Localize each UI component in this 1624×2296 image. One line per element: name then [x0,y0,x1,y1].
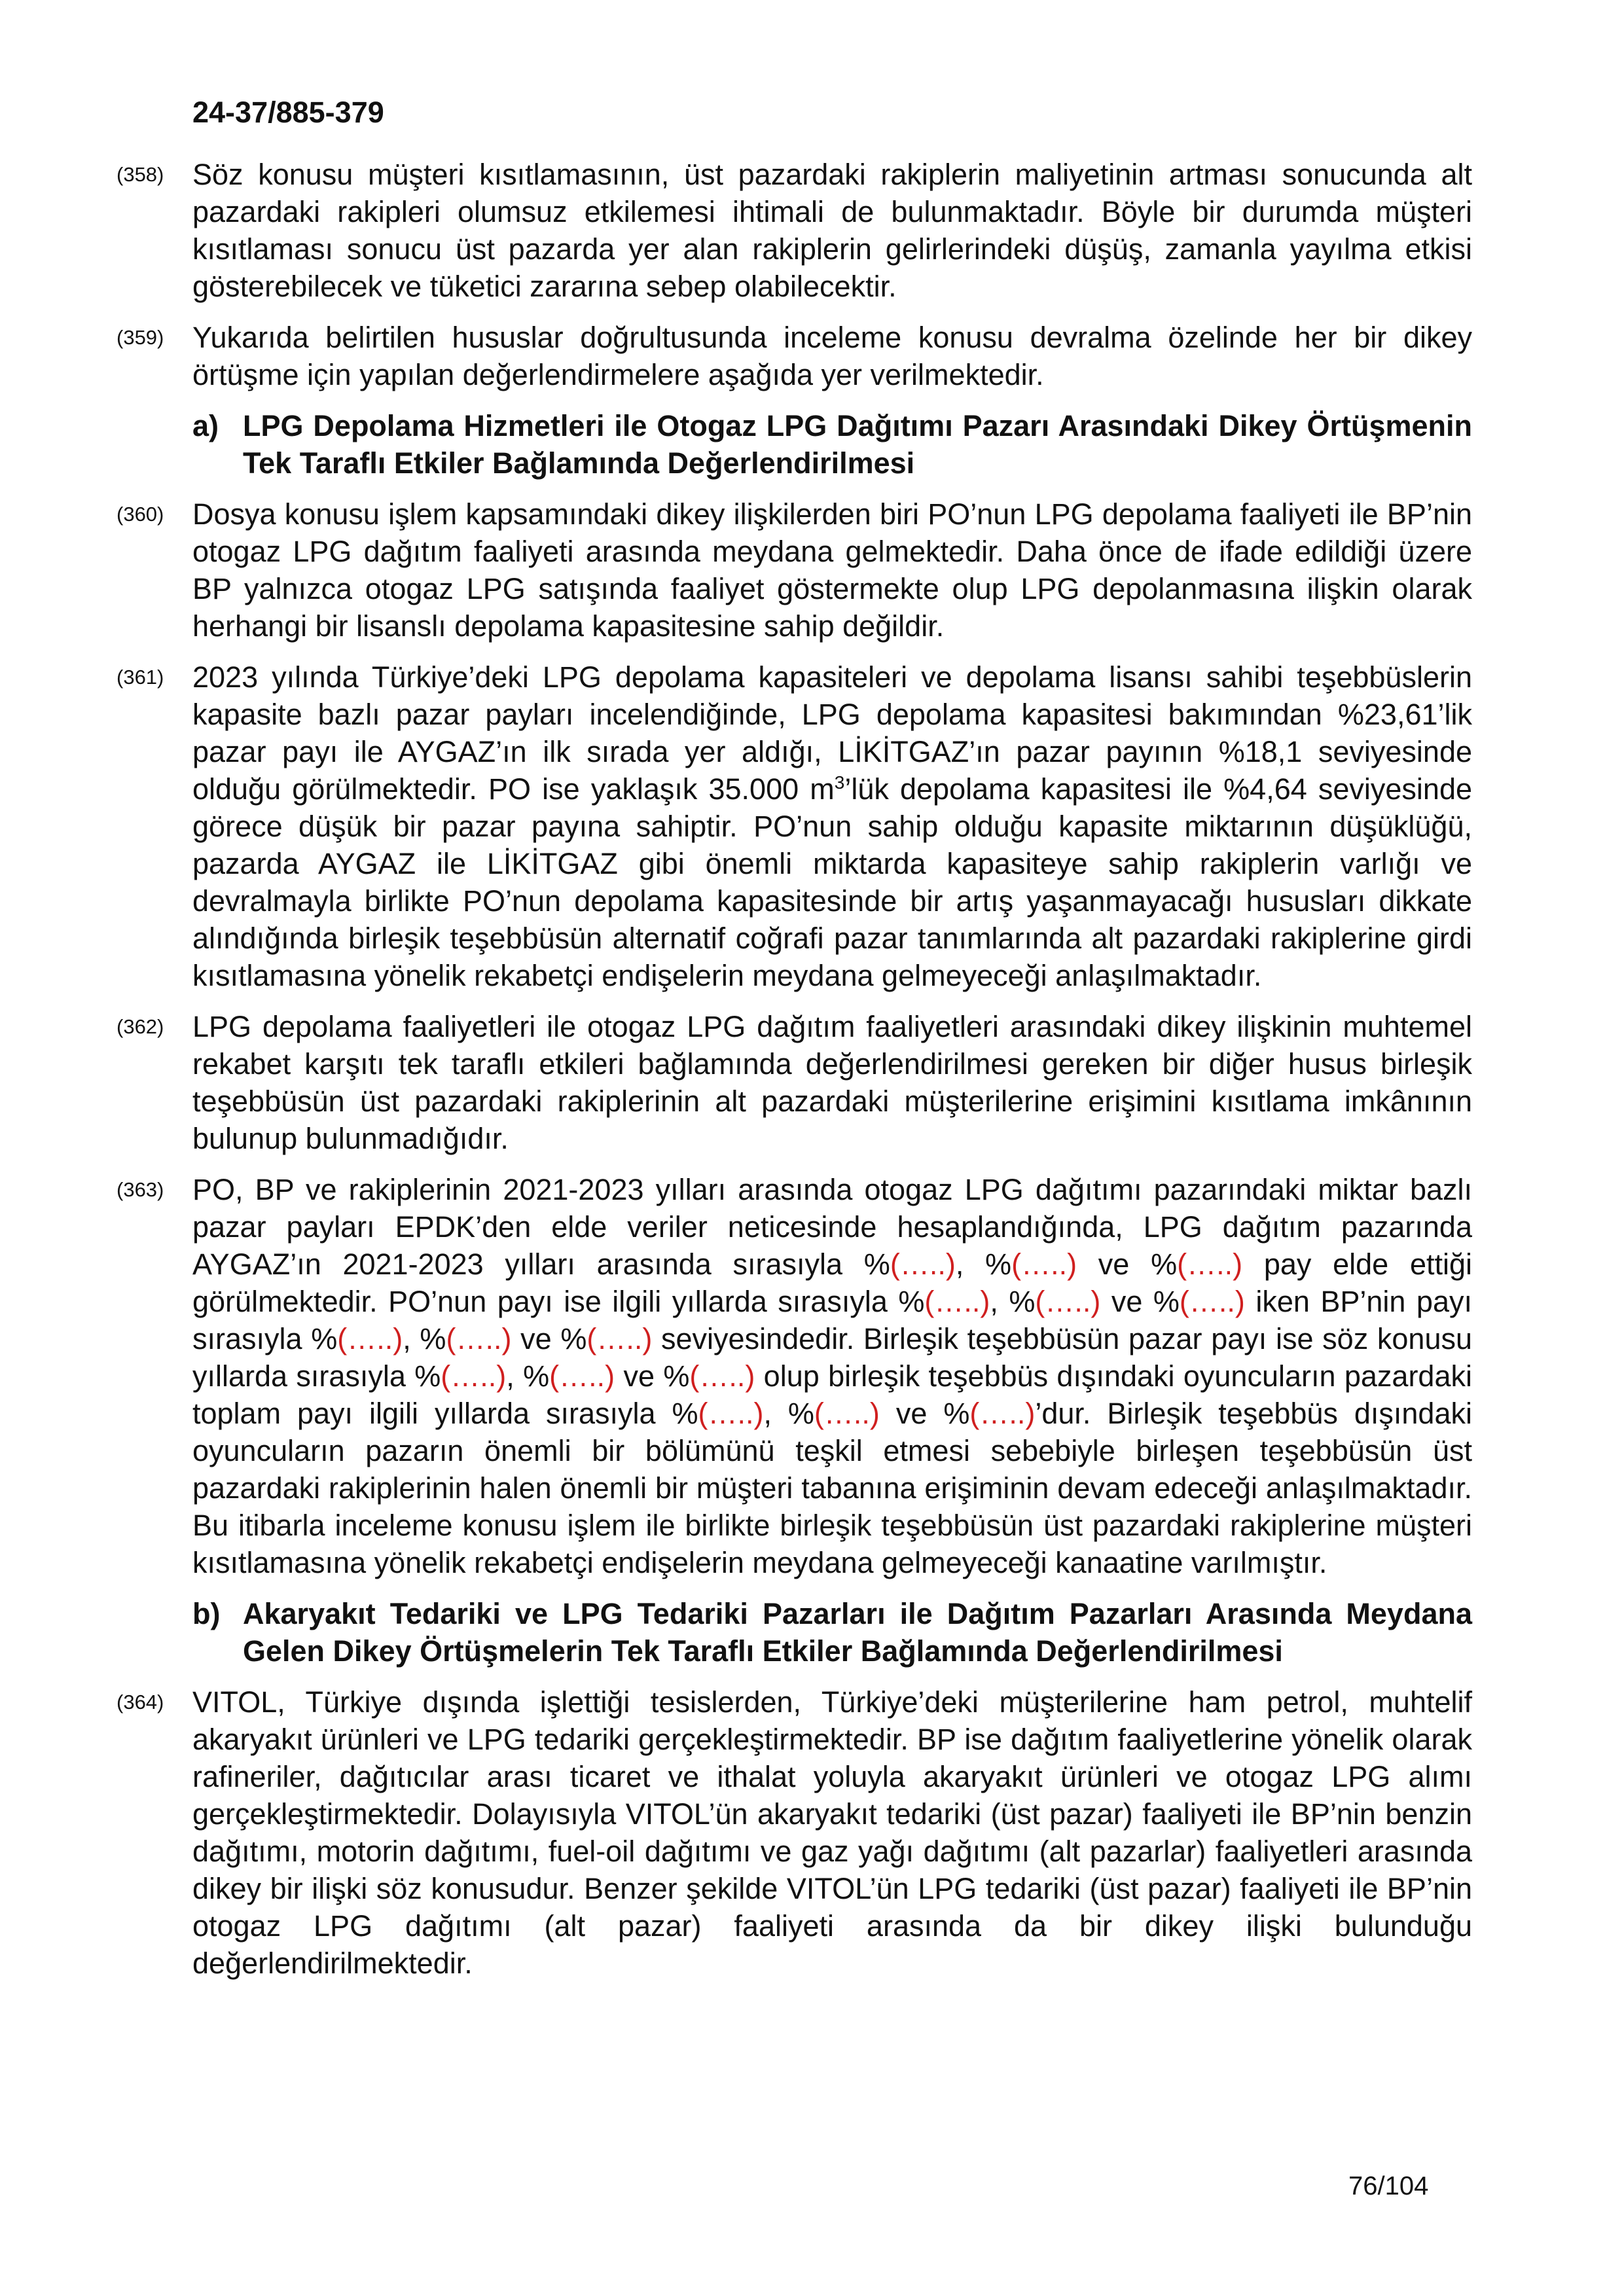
redacted-value: (…..) [586,1322,653,1355]
redacted-value: (…..) [1011,1247,1077,1281]
redacted-value: (…..) [446,1322,512,1355]
paragraph-364 [117,1683,1472,1982]
heading-letter: b) [192,1597,221,1630]
paragraph-text: PO, BP ve rakiplerinin 2021-2023 yılları arasında otogaz LPG dağıtımı pazarındaki miktar bazlı pazar payları EPDK’den elde veriler neticesinde hesaplandığında, LPG dağıtım pazarında AYGAZ’ın 2021-2023 yılları arasında sırasıyla % [192,1173,1472,1281]
redacted-value: (…..) [441,1359,507,1393]
paragraph-number: (358) [117,163,164,186]
paragraph-text: ’dur. Birleşik teşebbüs dışındaki oyuncuların pazarın önemli bir bölümünü teşkil etmesi sebebiyle birleşen teşebbüsün üst pazardaki rakiplerinin halen önemli bir müşteri tabanına erişiminin devam edeceği anlaşılmaktadır. Bu itibarla inceleme konusu işlem ile birlikte birleşik teşebbüsün üst pazardaki rakiplerine müşteri kısıtlamasına yönelik rekabetçi endişelerin meydana gelmeyeceği kanaatine varılmıştır. [192,1397,1472,1579]
paragraph-361 [117,658,1473,994]
redacted-value: (…..) [337,1322,403,1355]
paragraph-text: Dosya konusu işlem kapsamındaki dikey ilişkilerden biri PO’nun LPG depolama faaliyeti ile BP’nin otogaz LPG dağıtım faaliyeti arasında meydana gelmektedir. Daha önce de ifade edildiği üzere BP yalnızca otogaz LPG satışında faaliyet göstermekte olup LPG depolanmasına ilişkin olarak herhangi bir lisanslı depolama kapasitesine sahip değildir. [192,497,1472,643]
redacted-value: (…..) [890,1247,956,1281]
paragraph-text: , % [990,1285,1036,1318]
paragraph-number: (362) [117,1015,164,1038]
paragraph-text: ve % [615,1359,690,1393]
paragraph-text: ve % [1100,1285,1180,1318]
heading-letter: a) [192,409,219,442]
superscript: 3 [834,772,845,793]
paragraph-text: , % [506,1359,550,1393]
paragraph-number: (363) [117,1178,164,1201]
paragraph-text: Yukarıda belirtilen hususlar doğrultusunda inceleme konusu devralma özelinde her bir dikey örtüşme için yapılan değerlendirmelere aşağıda yer verilmektedir. [192,321,1472,391]
paragraph-text: pay elde ettiği görülmektedir. PO’nun payı ise ilgili yıllarda sırasıyla % [192,1247,1472,1318]
redacted-value: (…..) [1177,1247,1243,1281]
paragraph-number: (360) [117,503,164,526]
paragraph-358 [117,156,1472,305]
paragraph-text: , % [763,1397,814,1430]
redacted-value: (…..) [1179,1285,1245,1318]
redacted-value: (…..) [698,1397,764,1430]
paragraph-359 [117,319,1472,393]
paragraph-number: (359) [117,326,164,349]
paragraph-text: , % [403,1322,446,1355]
paragraph-text: VITOL, Türkiye dışında işlettiği tesislerden, Türkiye’deki müşterilerine ham petrol, muhtelif akaryakıt ürünleri ve LPG tedariki gerçekleştirmektedir. BP ise dağıtım faaliyetlerine yönelik olarak rafineriler, dağıtıcılar arası ticaret ve ithalat yoluyla akaryakıt ürünleri ve otogaz LPG alımı gerçekleştirmektedir. Dolayısıyla VITOL’ün akaryakıt tedariki (üst pazar) faaliyeti ile BP’nin benzin dağıtımı, motorin dağıtımı, fuel-oil dağıtımı ve gaz yağı dağıtımı (alt pazarlar) faaliyetleri arasında dikey bir ilişki söz konusudur. Benzer şekilde VITOL’ün LPG tedariki (üst pazar) faaliyeti ile BP’nin otogaz LPG dağıtımı (alt pazar) faaliyeti arasında da bir dikey ilişki bulunduğu değerlendirilmektedir. [192,1685,1472,1980]
paragraph-text: ’lük depolama kapasitesi ile %4,64 seviyesinde görece düşük bir pazar payına sahiptir. PO’nun sahip olduğu kapasite miktarının düşüklüğü, pazarda AYGAZ ile LİKİTGAZ gibi önemli miktarda kapasiteye sahip rakiplerin varlığı ve devralmayla birlikte PO’nun depolama kapasitesinde bir artış yaşanmayacağı hususları dikkate alındığında birleşik teşebbüsün alternatif coğrafi pazar tanımlarında alt pazardaki rakiplerine girdi kısıtlamasına yönelik rekabetçi endişelerin meydana gelmeyeceği anlaşılmaktadır. [192,772,1473,992]
heading-text: LPG Depolama Hizmetleri ile Otogaz LPG Dağıtımı Pazarı Arasındaki Dikey Örtüşmenin Tek Taraflı Etkiler Bağlamında Değerlendirilmesi [243,409,1472,480]
section-heading-a [192,407,1472,482]
redacted-value: (…..) [689,1359,755,1393]
paragraph-text: , % [955,1247,1012,1281]
paragraph-text: ve % [879,1397,970,1430]
paragraph-text: LPG depolama faaliyetleri ile otogaz LPG dağıtım faaliyetleri arasındaki dikey ilişkinin muhtemel rekabet karşıtı tek taraflı etkileri bağlamında değerlendirilmesi gereken bir diğer husus birleşik teşebbüsün üst pazardaki rakiplerinin alt pazardaki müşterilerine erişimini kısıtlama imkânının bulunup bulunmadığıdır. [192,1010,1472,1155]
redacted-value: (…..) [924,1285,990,1318]
paragraph-number: (364) [117,1691,164,1713]
paragraph-text: ve % [1077,1247,1178,1281]
paragraph-text: 2023 yılında Türkiye’deki LPG depolama kapasiteleri ve depolama lisansı sahibi teşebbüslerin kapasite bazlı pazar payları incelendiğinde, LPG depolama kapasitesi bakımından %23,61’lik pazar payı ile AYGAZ’ın ilk sırada yer aldığı, LİKİTGAZ’ın pazar payının %18,1 seviyesinde olduğu görülmektedir. PO ise yaklaşık 35.000 m [192,660,1472,806]
redacted-value: (…..) [969,1397,1036,1430]
redacted-value: (…..) [814,1397,880,1430]
document-id: 24-37/885-379 [192,96,384,129]
page-number: 76/104 [1348,2172,1429,2200]
paragraph-363 [117,1171,1473,1581]
paragraph-360 [117,495,1472,645]
paragraph-text: Söz konusu müşteri kısıtlamasının, üst pazardaki rakiplerin maliyetinin artması sonucunda alt pazardaki rakipleri olumsuz etkilemesi ihtimali de bulunmaktadır. Böyle bir durumda müşteri kısıtlaması sonucu üst pazarda yer alan rakiplerin gelirlerindeki düşüş, zamanla yayılma etkisi gösterebilecek ve tüketici zararına sebep olabilecektir. [192,158,1472,303]
paragraph-text: seviyesindedir. Birleşik teşebbüsün pazar payı ise söz konusu yıllarda sırasıyla % [192,1322,1473,1393]
paragraph-text: ve % [511,1322,587,1355]
paragraph-text: olup birleşik teşebbüs dışındaki oyuncuların pazardaki toplam payı ilgili yıllarda sırasıyla % [192,1359,1472,1430]
redacted-value: (…..) [549,1359,615,1393]
paragraph-text: iken BP’nin payı sırasıyla % [192,1285,1472,1355]
redacted-value: (…..) [1035,1285,1101,1318]
section-heading-b [192,1595,1472,1670]
paragraph-number: (361) [117,666,164,689]
paragraph-362 [117,1008,1472,1157]
heading-text: Akaryakıt Tedariki ve LPG Tedariki Pazarları ile Dağıtım Pazarları Arasında Meydana Gelen Dikey Örtüşmelerin Tek Taraflı Etkiler Bağlamında Değerlendirilmesi [243,1597,1472,1668]
document-body [117,156,1473,1996]
